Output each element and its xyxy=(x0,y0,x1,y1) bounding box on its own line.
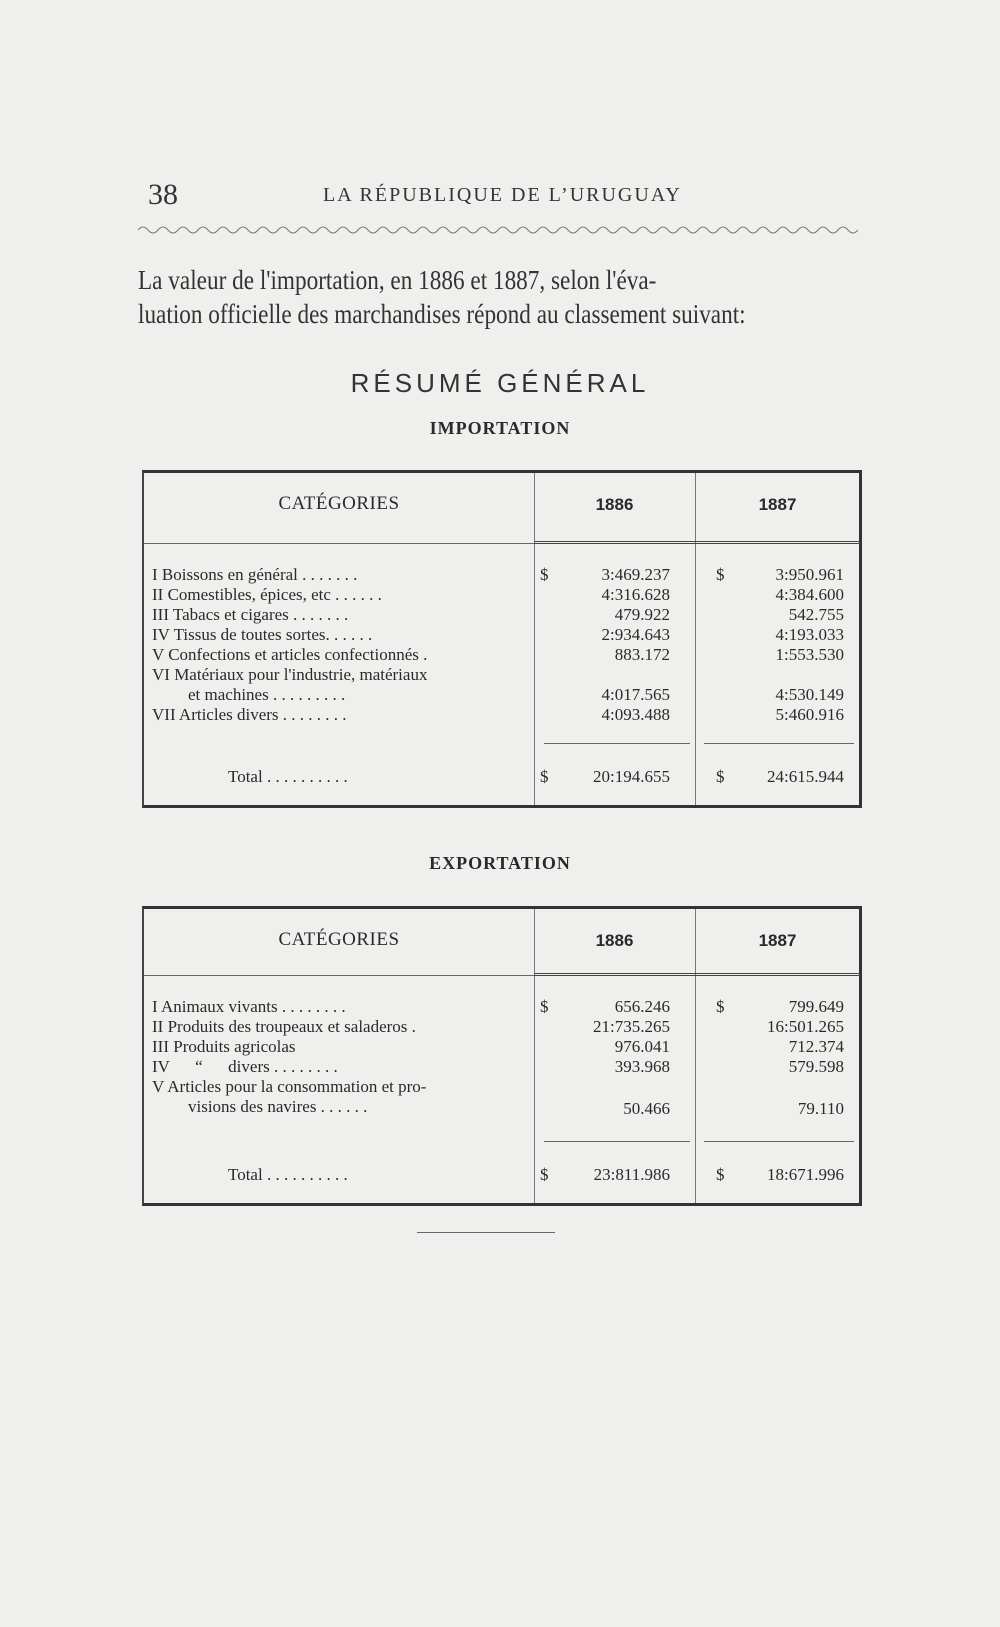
row-label: V Confections et articles confectionnés . xyxy=(152,645,428,664)
sum-rule xyxy=(704,1141,854,1142)
value-1886: 21:735.265 xyxy=(593,1017,670,1036)
intro-paragraph xyxy=(138,263,862,331)
value-1886: 2:934.643 xyxy=(601,625,670,644)
row-label: VII Articles divers . . . . . . . . xyxy=(152,705,347,724)
table-row xyxy=(152,997,862,1017)
currency-sign: $ xyxy=(540,767,549,786)
row-label: III Produits agricolas xyxy=(152,1037,296,1056)
value-1887: 16:501.265 xyxy=(767,1017,844,1036)
value-1886: 656.246 xyxy=(614,997,670,1016)
summary-title: RÉSUMÉ GÉNÉRAL xyxy=(350,368,650,398)
page-number: 38 xyxy=(148,178,178,211)
currency-sign: $ xyxy=(540,997,549,1016)
currency-sign: $ xyxy=(716,1165,725,1184)
table-row xyxy=(152,625,862,645)
table-row xyxy=(152,565,862,585)
header-rule xyxy=(695,973,860,976)
importation-table xyxy=(142,470,862,808)
table-row xyxy=(152,705,862,725)
table-row xyxy=(152,1017,862,1037)
value-1887: 5:460.916 xyxy=(775,705,844,724)
value-1886: 4:316.628 xyxy=(601,585,670,604)
header-year-1887: 1887 xyxy=(758,931,797,950)
sum-rule xyxy=(544,743,690,744)
intro-line-2: luation officielle des marchandises répond au classement suivant: xyxy=(138,299,746,329)
value-1886: 4:017.565 xyxy=(601,685,670,704)
table-row-total xyxy=(152,767,862,787)
row-label: III Tabacs et cigares . . . . . . . xyxy=(152,605,349,624)
total-1887: 24:615.944 xyxy=(767,767,844,786)
row-label: V Articles pour la consommation et pro- xyxy=(152,1077,427,1096)
row-label: I Boissons en général . . . . . . . xyxy=(152,565,358,584)
importation-title: IMPORTATION xyxy=(429,418,571,438)
exportation-table xyxy=(142,906,862,1206)
value-1886: 976.041 xyxy=(614,1037,670,1056)
total-1886: 23:811.986 xyxy=(593,1165,670,1184)
header-categories: CATÉGORIES xyxy=(278,493,400,514)
currency-sign: $ xyxy=(540,1165,549,1184)
table-row xyxy=(152,585,862,605)
total-1886: 20:194.655 xyxy=(593,767,670,786)
exportation-title: EXPORTATION xyxy=(429,853,571,873)
table-row xyxy=(152,605,862,625)
header-year-1886: 1886 xyxy=(595,931,634,950)
sum-rule xyxy=(544,1141,690,1142)
header-rule xyxy=(144,543,534,544)
value-1887: 4:530.149 xyxy=(775,685,844,704)
row-label: II Comestibles, épices, etc . . . . . . xyxy=(152,585,382,604)
page-header xyxy=(148,178,860,218)
currency-sign: $ xyxy=(540,565,549,584)
table-row xyxy=(152,1037,862,1057)
value-1887: 542.755 xyxy=(788,605,844,624)
header-rule xyxy=(534,973,695,976)
value-1887: 4:193.033 xyxy=(775,625,844,644)
value-1887: 712.374 xyxy=(788,1037,844,1056)
row-label-continued: et machines . . . . . . . . . xyxy=(188,685,346,704)
currency-sign: $ xyxy=(716,767,725,786)
value-1887: 1:553.530 xyxy=(775,645,844,664)
intro-line-1: La valeur de l'importation, en 1886 et 1887, selon l'éva- xyxy=(138,265,657,295)
total-1887: 18:671.996 xyxy=(767,1165,844,1184)
row-label: VI Matériaux pour l'industrie, matériaux xyxy=(152,665,428,684)
header-year-1886: 1886 xyxy=(595,495,634,514)
header-rule xyxy=(534,541,695,544)
row-label: II Produits des troupeaux et saladeros . xyxy=(152,1017,416,1036)
value-1886: 3:469.237 xyxy=(601,565,670,584)
currency-sign: $ xyxy=(716,997,725,1016)
table-row xyxy=(152,665,862,704)
value-1887: 4:384.600 xyxy=(775,585,844,604)
row-label: IV “ divers . . . . . . . . xyxy=(152,1057,338,1076)
header-categories: CATÉGORIES xyxy=(278,929,400,950)
total-label: Total . . . . . . . . . . xyxy=(228,1165,348,1184)
currency-sign: $ xyxy=(716,565,725,584)
running-title: LA RÉPUBLIQUE DE L’URUGUAY xyxy=(323,184,682,206)
total-label: Total . . . . . . . . . . xyxy=(228,767,348,786)
header-rule xyxy=(695,541,860,544)
value-1887: 3:950.961 xyxy=(775,565,844,584)
table-row-total xyxy=(152,1165,862,1185)
value-1887: 579.598 xyxy=(788,1057,844,1076)
value-1886: 883.172 xyxy=(614,645,670,664)
value-1886: 50.466 xyxy=(623,1099,670,1118)
value-1887: 79.110 xyxy=(797,1099,844,1118)
table-row xyxy=(152,645,862,665)
table-row xyxy=(152,1057,862,1077)
header-year-1887: 1887 xyxy=(758,495,797,514)
header-rule xyxy=(144,975,534,976)
value-1886: 4:093.488 xyxy=(601,705,670,724)
value-1886: 479.922 xyxy=(614,605,670,624)
row-label: I Animaux vivants . . . . . . . . xyxy=(152,997,346,1016)
table-row xyxy=(152,1077,862,1118)
row-label: IV Tissus de toutes sortes. . . . . . xyxy=(152,625,373,644)
end-rule xyxy=(417,1232,555,1233)
row-label-continued: visions des navires . . . . . . xyxy=(188,1097,368,1116)
value-1887: 799.649 xyxy=(788,997,844,1016)
wavy-rule-ornament xyxy=(138,224,858,236)
value-1886: 393.968 xyxy=(614,1057,670,1076)
sum-rule xyxy=(704,743,854,744)
